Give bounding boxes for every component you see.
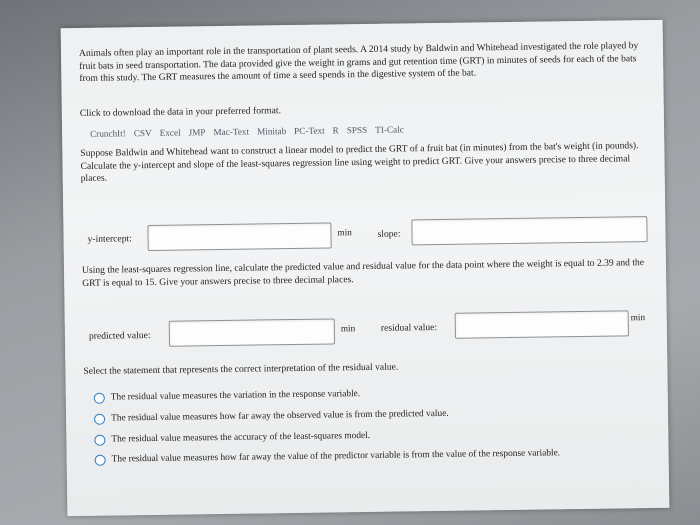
option-text: The residual value measures the accuracy of the least-squares model. bbox=[111, 430, 371, 445]
format-link-r[interactable]: R bbox=[332, 125, 339, 136]
format-link-excel[interactable]: Excel bbox=[159, 127, 181, 138]
option-text: The residual value measures how far away the value of the predictor variable is from the value of the response variable. bbox=[111, 448, 561, 465]
option-text: The residual value measures the variation in the response variable. bbox=[110, 389, 361, 403]
part3-instructions: Select the statement that represents the correct interpretation of the residual value. bbox=[83, 361, 399, 377]
radio-button-icon[interactable] bbox=[94, 414, 105, 425]
predicted-value-unit: min bbox=[340, 323, 356, 334]
residual-value-unit: min bbox=[630, 312, 646, 323]
predicted-value-label: predicted value: bbox=[88, 330, 151, 342]
option-text: The residual value measures how far away the observed value is from the predicted value. bbox=[111, 408, 449, 424]
radio-button-icon[interactable] bbox=[94, 393, 105, 404]
format-link-jmp[interactable]: JMP bbox=[188, 127, 206, 138]
radio-button-icon[interactable] bbox=[94, 435, 105, 446]
part2-instructions: Using the least-squares regression line, calculate the predicted value and residual value for the data point where the weight is equal to 2.39 and the GRT is equal to 15. Give your answers precise to three decimal places. bbox=[81, 257, 645, 289]
option-observed-vs-predicted[interactable] bbox=[94, 406, 574, 425]
format-link-pc-text[interactable]: PC-Text bbox=[294, 125, 325, 136]
residual-value-input[interactable] bbox=[455, 310, 629, 338]
option-accuracy[interactable] bbox=[94, 427, 574, 446]
part1-instructions: Suppose Baldwin and Whitehead want to construct a linear model to predict the GRT of a fruit bat (in minutes) from the bat's weight (in pounds). Calculate the y-intercept and slope of the least-squares regression line using weight to predict GRT. Give your answers precise to three decimal places. bbox=[80, 140, 639, 184]
format-link-csv[interactable]: CSV bbox=[133, 127, 152, 139]
format-link-spss[interactable]: SPSS bbox=[346, 124, 368, 136]
question-panel bbox=[61, 20, 670, 516]
option-predictor-vs-response[interactable] bbox=[95, 447, 575, 466]
y-intercept-label: y-intercept: bbox=[87, 233, 132, 245]
download-format-links bbox=[90, 124, 404, 138]
intro-paragraph: Animals often play an important role in the transportation of plant seeds. A 2014 study by Baldwin and Whitehead investigated the role played by fruit bats in seed transportation. The data provided give the weight in grams and gut retention time (GRT) in minutes of seeds for each of the bats from this study. The GRT measures the amount of time a seed spends in the digestive system of the bat. bbox=[78, 40, 639, 84]
radio-button-icon[interactable] bbox=[95, 455, 106, 466]
option-variation[interactable] bbox=[94, 385, 574, 404]
residual-value-label: residual value: bbox=[380, 322, 438, 334]
slope-label: slope: bbox=[377, 228, 401, 240]
y-intercept-input[interactable] bbox=[147, 222, 331, 251]
format-link-mac-text[interactable]: Mac-Text bbox=[213, 126, 250, 138]
download-label: Click to download the data in your preferred format. bbox=[79, 105, 282, 119]
format-link-crunchit[interactable]: CrunchIt! bbox=[90, 128, 126, 139]
format-link-minitab[interactable]: Minitab bbox=[256, 126, 287, 137]
slope-input[interactable] bbox=[411, 216, 647, 245]
format-link-ti-calc[interactable]: TI-Calc bbox=[375, 124, 404, 135]
predicted-value-input[interactable] bbox=[169, 318, 335, 346]
y-intercept-unit: min bbox=[337, 227, 352, 238]
